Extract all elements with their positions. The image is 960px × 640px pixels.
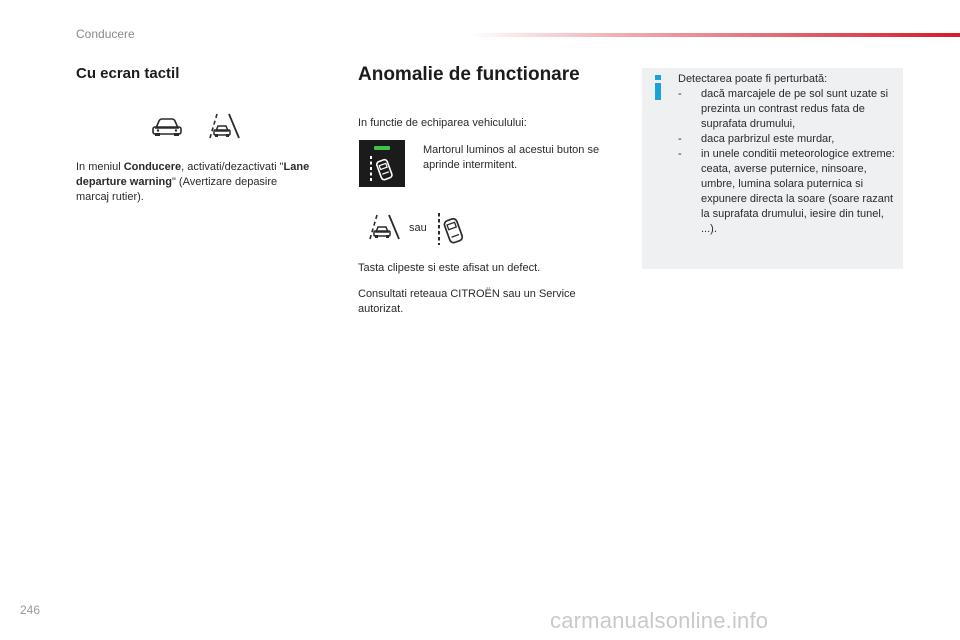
- page-number: 246: [20, 603, 41, 617]
- car-icon: [150, 114, 184, 138]
- info-content: [678, 72, 896, 237]
- equipment-intro: In functie de echiparea vehiculului:: [358, 117, 527, 129]
- malfunction-heading: Anomalie de functionare: [358, 64, 580, 85]
- consult-service-text: Consultati reteaua CITROËN sau un Service autorizat.: [358, 288, 576, 315]
- list-item: - in unele conditii meteorologice extreme: ceata, averse puternice, ninsoare, umbre, lumina solara puternica si expunere directa la soare (soare razant la suprafata drumului, iesire din tunel, ...).: [678, 148, 895, 235]
- watermark: carmanualsonline.info: [550, 608, 769, 633]
- list-item: - daca parbrizul este murdar,: [678, 133, 835, 145]
- list-item: - dacă marcajele de pe sol sunt uzate si prezinta un contrast redus fata de suprafata drumului,: [678, 88, 889, 130]
- lamp-description: Martorul luminos al acestui buton se aprinde intermitent.: [423, 144, 600, 171]
- section-label: Conducere: [76, 27, 135, 41]
- info-box: [642, 68, 903, 269]
- touchscreen-heading: Cu ecran tactil: [76, 65, 180, 82]
- header-rule: [470, 33, 960, 37]
- info-list: [678, 87, 896, 237]
- info-icon: [653, 75, 663, 99]
- or-label: sau: [409, 222, 427, 234]
- blink-description: Tasta clipeste si este afisat un defect.: [358, 262, 541, 274]
- lane-departure-icon: [207, 112, 241, 140]
- touchscreen-instructions: In meniul Conducere, activati/dezactivati "Lane departure warning" (Avertizare depasire marcaj rutier).: [76, 161, 310, 203]
- lane-drift-car-icon: [435, 211, 469, 247]
- lane-departure-fault-icon: [367, 213, 401, 241]
- lane-warning-button-lamp: [359, 140, 405, 187]
- info-intro: Detectarea poate fi perturbată:: [678, 73, 828, 85]
